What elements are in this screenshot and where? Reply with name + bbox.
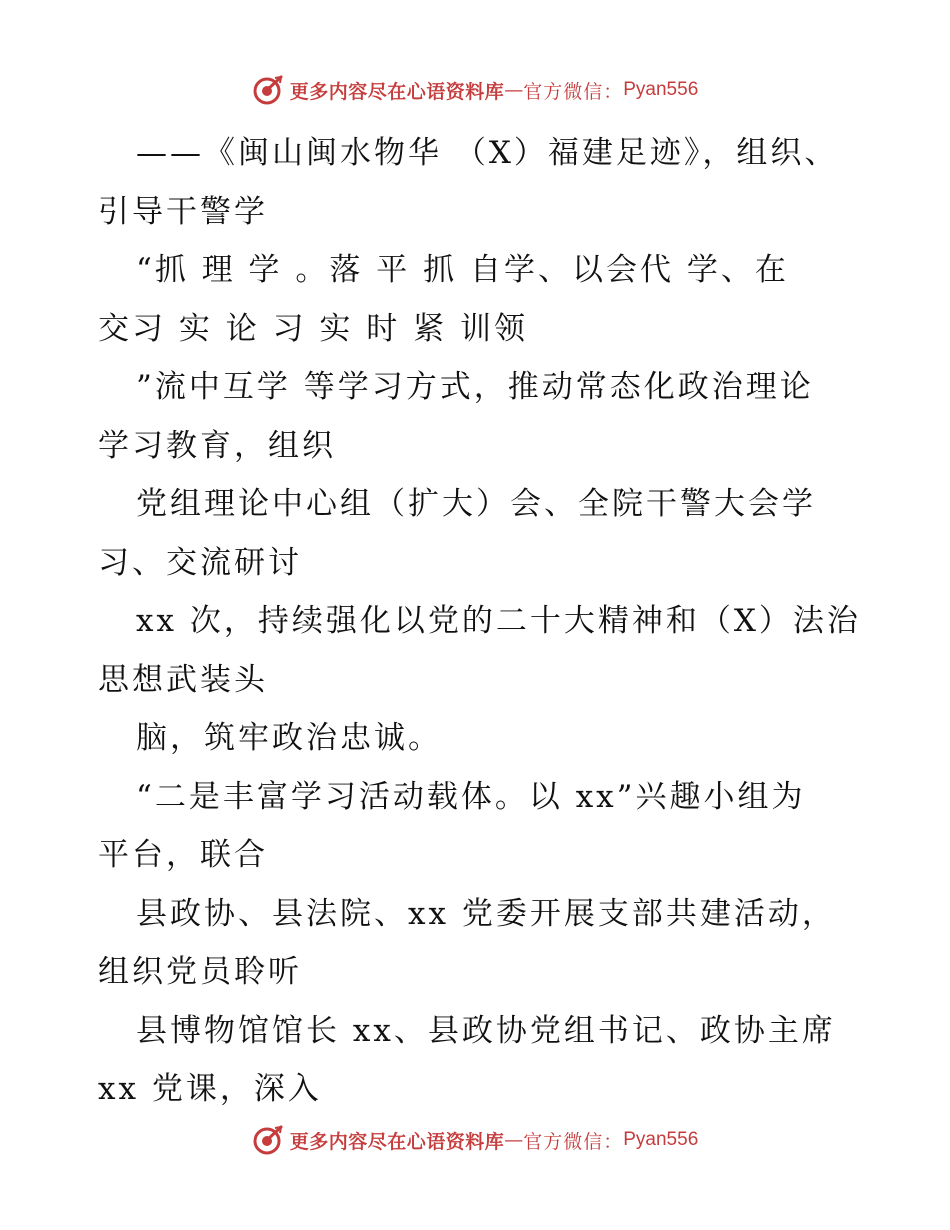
text-line-4: 交习 实 论 习 实 时 紧 训领 <box>98 310 528 347</box>
watermark-official-label: 官方微信： <box>523 1130 624 1153</box>
text-line-14: 县政协、县法院、xx 党委开展支部共建活动， <box>136 895 836 932</box>
watermark-wechat-id: Pyan556 <box>623 1129 699 1150</box>
text-line-12: “二是丰富学习活动载体。以 xx”兴趣小组为 <box>136 778 806 815</box>
watermark-separator: — <box>504 79 524 101</box>
text-line-1: ——《闽山闽水物华 （X）福建足迹》，组织、 <box>136 135 839 171</box>
text-line-15: 组织党员聆听 <box>98 954 302 990</box>
text-line-6: 学习教育，组织 <box>98 427 336 464</box>
watermark-banner-bottom <box>0 1120 950 1160</box>
text-line-10: 思想武装头 <box>98 661 268 698</box>
watermark-wechat-id: Pyan556 <box>623 79 699 100</box>
watermark-banner-top <box>0 70 950 110</box>
text-line-16: 县博物馆馆长 xx、县政协党组书记、政协主席 <box>136 1012 836 1049</box>
text-line-3: “抓 理 学 。落 平 抓 自学、以会代 学、在 <box>136 252 789 288</box>
watermark-logo-icon <box>252 74 284 106</box>
text-line-17: xx 党课，深入 <box>98 1071 322 1107</box>
text-line-7: 党组理论中心组（扩大）会、全院干警大会学 <box>136 486 816 522</box>
document-body <box>98 124 861 1119</box>
watermark-separator: — <box>504 1129 524 1151</box>
text-line-2: 引导干警学 <box>98 193 268 230</box>
watermark-official-label: 官方微信： <box>523 80 624 103</box>
text-line-13: 平台，联合 <box>98 837 268 873</box>
watermark-logo-icon <box>252 1124 284 1156</box>
watermark-main-text: 更多内容尽在心语资料库 <box>289 80 505 103</box>
text-line-5: ”流中互学 等学习方式，推动常态化政治理论 <box>136 369 814 405</box>
text-line-11: 脑，筑牢政治忠诚。 <box>136 720 442 756</box>
watermark-main-text: 更多内容尽在心语资料库 <box>289 1130 505 1153</box>
text-line-9: xx 次，持续强化以党的二十大精神和（X）法治 <box>136 603 861 639</box>
text-line-8: 习、交流研讨 <box>98 544 302 581</box>
